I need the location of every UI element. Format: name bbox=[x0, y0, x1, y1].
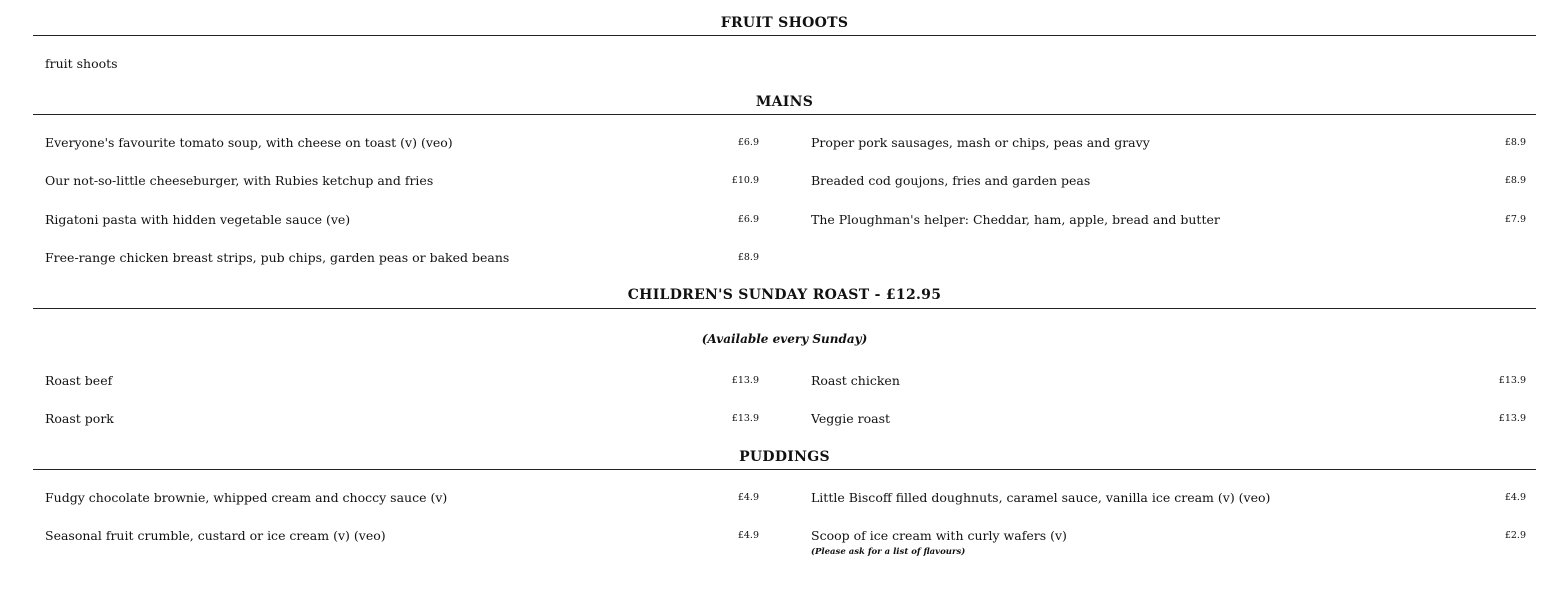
menu-item-price: £13.9 bbox=[1498, 413, 1526, 424]
menu-item-price: £4.9 bbox=[1504, 492, 1526, 503]
menu-item-price: £2.9 bbox=[1504, 530, 1526, 541]
menu-item-name: Seasonal fruit crumble, custard or ice cream (v) (veo) bbox=[45, 528, 386, 543]
section-title-fruit-shoots: FRUIT SHOOTS bbox=[720, 15, 849, 31]
section-title-sunday-roast: CHILDREN'S SUNDAY ROAST - £12.95 bbox=[627, 287, 942, 303]
menu-item-name: Fudgy chocolate brownie, whipped cream and choccy sauce (v) bbox=[45, 490, 448, 505]
section-divider bbox=[33, 308, 1536, 309]
menu-item-price: £6.9 bbox=[737, 137, 759, 148]
menu-item-price: £13.9 bbox=[731, 413, 759, 424]
menu-item-name: Roast pork bbox=[45, 411, 114, 426]
menu-item-name: Veggie roast bbox=[811, 411, 891, 426]
menu-item-name: Little Biscoff filled doughnuts, caramel sauce, vanilla ice cream (v) (veo) bbox=[811, 490, 1271, 505]
menu-item-name: Scoop of ice cream with curly wafers (v) bbox=[811, 528, 1067, 543]
menu-item-price: £4.9 bbox=[737, 492, 759, 503]
section-title-puddings: PUDDINGS bbox=[739, 449, 830, 465]
menu-item-name: Proper pork sausages, mash or chips, peas and gravy bbox=[811, 135, 1150, 150]
menu-item-name: Everyone's favourite tomato soup, with cheese on toast (v) (veo) bbox=[45, 135, 453, 150]
menu-item-name: Rigatoni pasta with hidden vegetable sauce (ve) bbox=[45, 212, 351, 227]
menu-item-price: £8.9 bbox=[737, 252, 759, 263]
section-divider bbox=[33, 114, 1536, 115]
menu-item-name: Breaded cod goujons, fries and garden peas bbox=[811, 173, 1091, 188]
menu-item-name: Roast chicken bbox=[811, 373, 900, 388]
menu-item-name: Our not-so-little cheeseburger, with Rubies ketchup and fries bbox=[45, 173, 434, 188]
flavours-note: (Please ask for a list of flavours) bbox=[811, 547, 966, 557]
section-divider bbox=[33, 469, 1536, 470]
menu-item-name: The Ploughman's helper: Cheddar, ham, apple, bread and butter bbox=[811, 212, 1220, 227]
menu-item-name: Free-range chicken breast strips, pub chips, garden peas or baked beans bbox=[45, 250, 510, 265]
menu-item-price: £8.9 bbox=[1504, 175, 1526, 186]
fruit-shoots-text: fruit shoots bbox=[45, 56, 118, 71]
menu-item-name: Roast beef bbox=[45, 373, 113, 388]
section-divider bbox=[33, 35, 1536, 36]
menu-item-price: £7.9 bbox=[1504, 214, 1526, 225]
menu-item-price: £13.9 bbox=[1498, 375, 1526, 386]
menu-item-price: £4.9 bbox=[737, 530, 759, 541]
menu-item-price: £13.9 bbox=[731, 375, 759, 386]
menu-item-price: £8.9 bbox=[1504, 137, 1526, 148]
sunday-roast-availability: (Available every Sunday) bbox=[701, 332, 868, 346]
menu-item-price: £6.9 bbox=[737, 214, 759, 225]
section-title-mains: MAINS bbox=[755, 94, 814, 110]
menu-item-price: £10.9 bbox=[731, 175, 759, 186]
